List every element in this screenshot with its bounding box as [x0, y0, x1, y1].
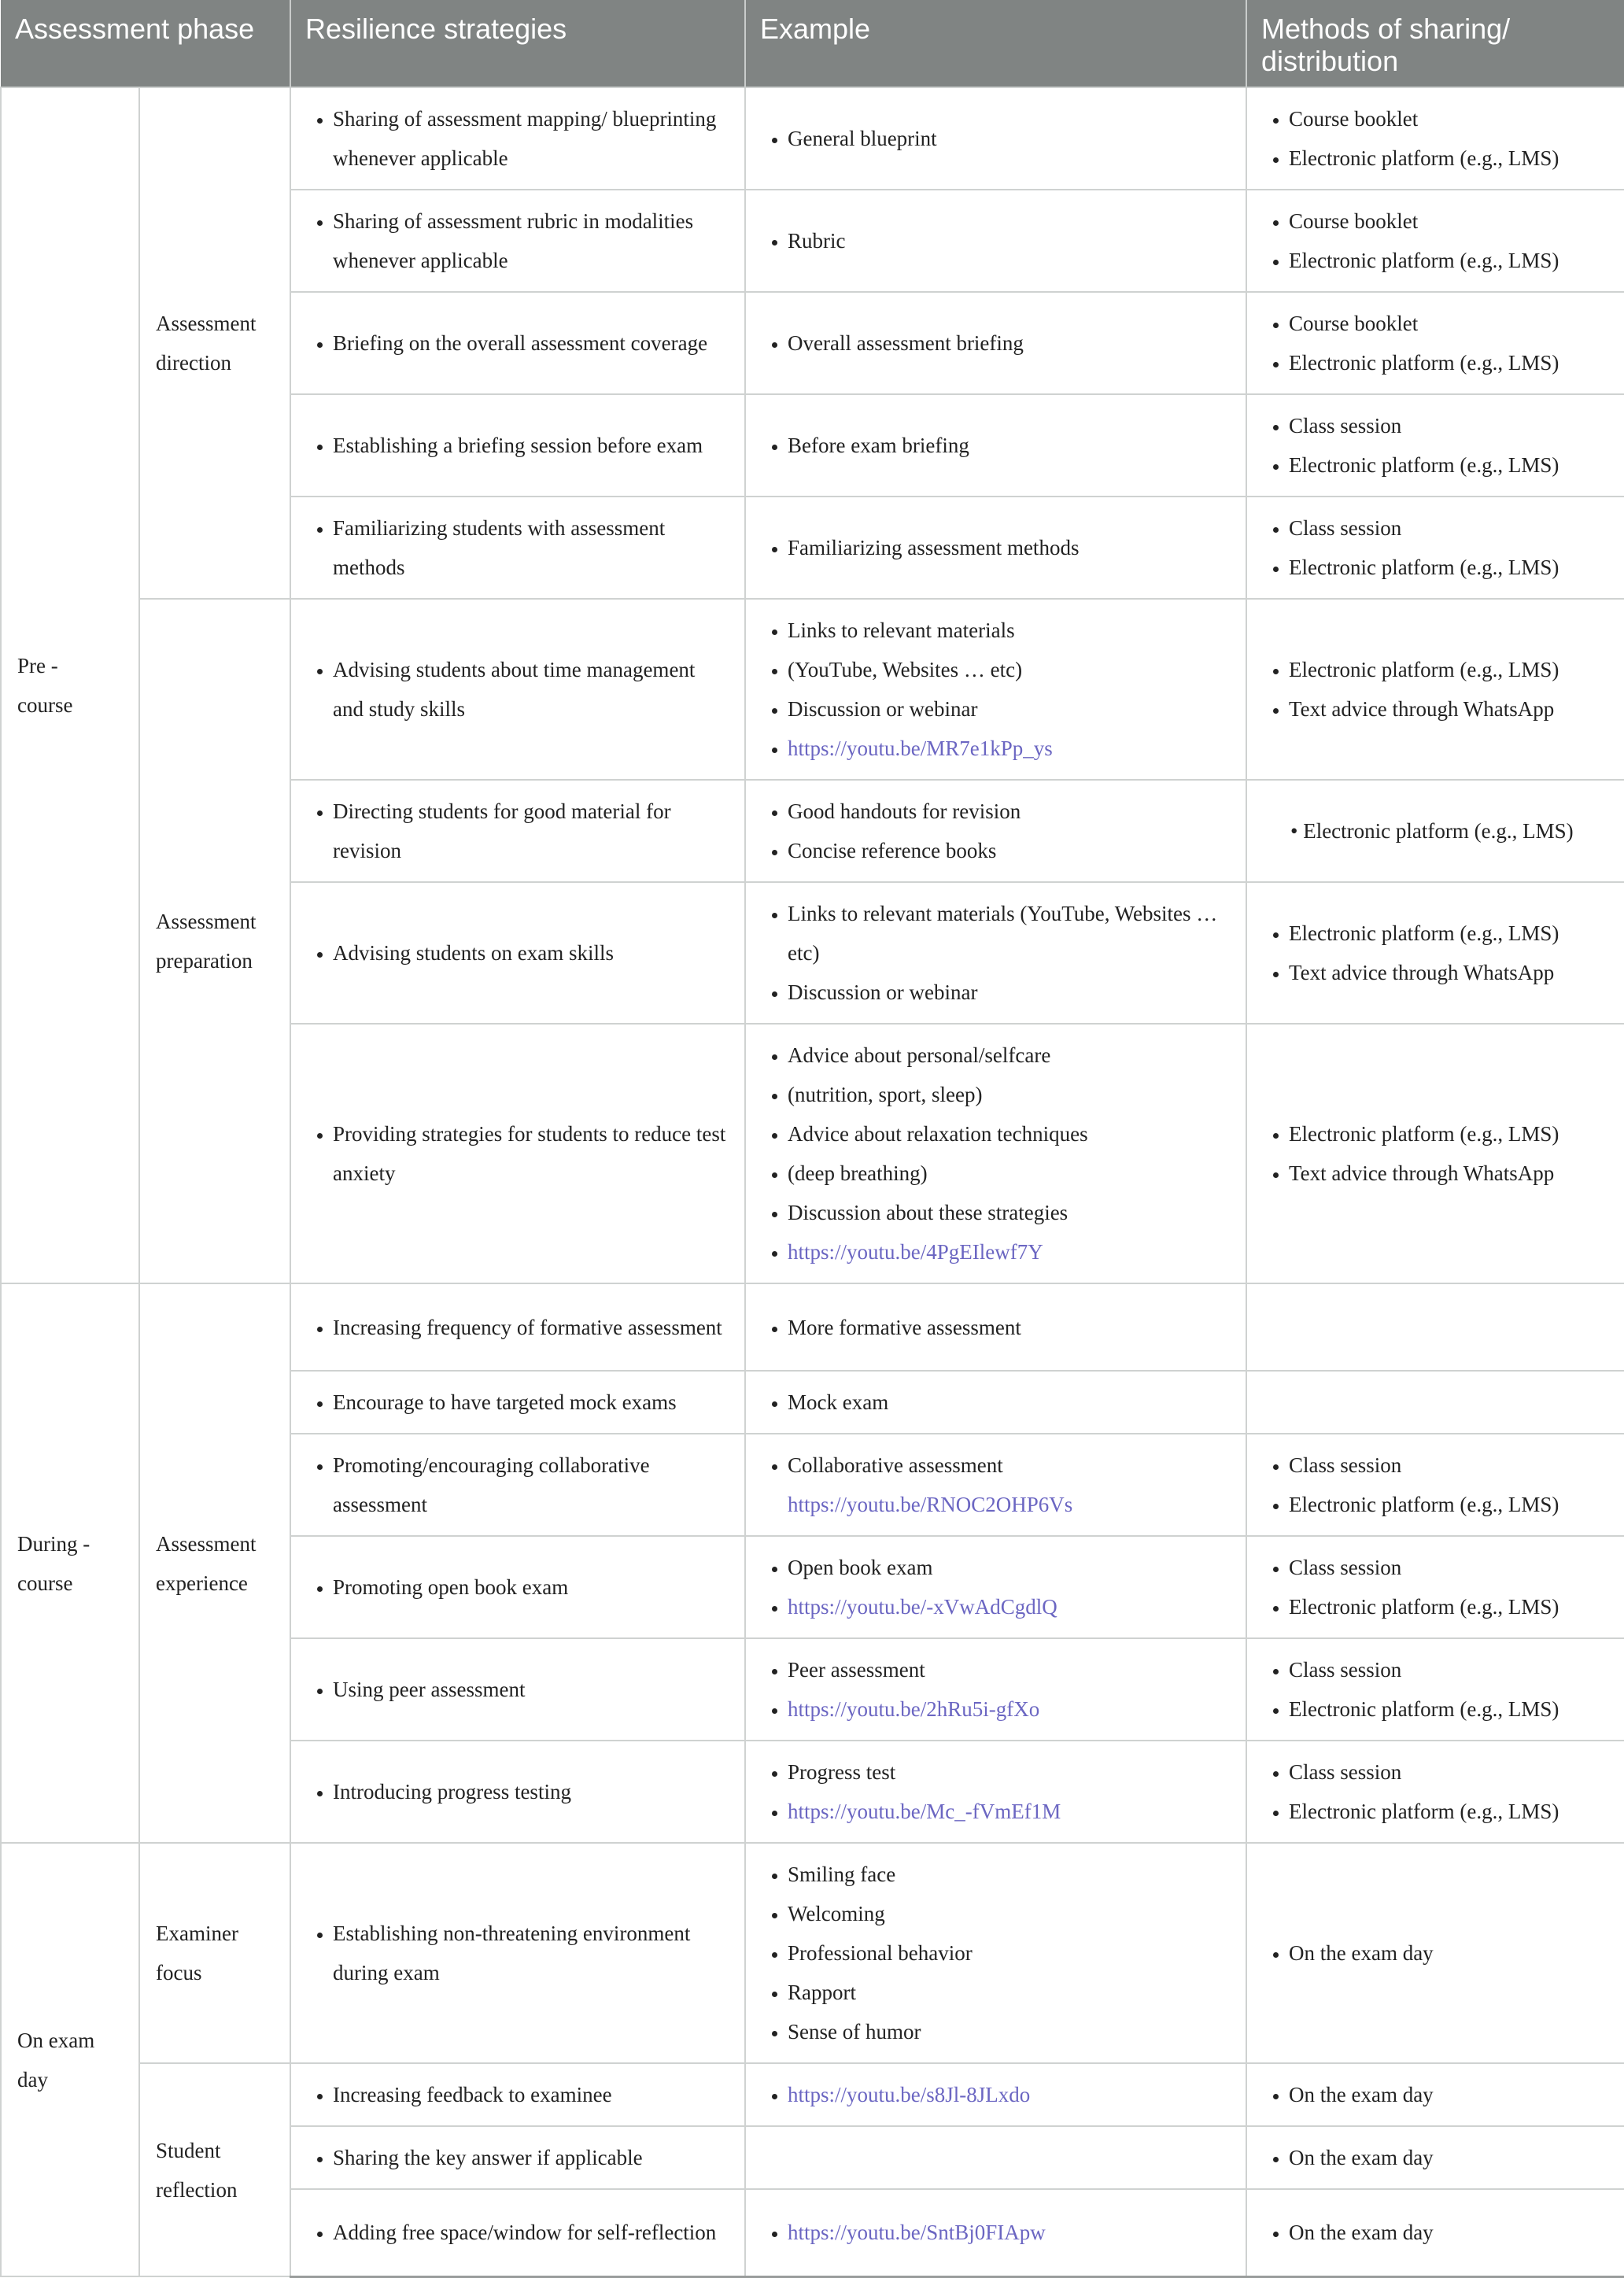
example-list	[760, 1036, 1231, 1272]
example-list	[760, 1548, 1231, 1626]
example-text: Mock exam	[788, 1390, 889, 1414]
example-list	[760, 426, 1231, 465]
methods-list	[1261, 201, 1610, 280]
methods-cell	[1246, 2126, 1624, 2189]
methods-list	[1261, 2138, 1610, 2177]
strategy-list	[305, 508, 730, 587]
example-list	[760, 323, 1231, 363]
strategy-cell	[290, 1371, 745, 1434]
example-item	[788, 894, 1231, 973]
strategy-cell	[290, 394, 745, 497]
example-text: Concise reference books	[788, 839, 997, 862]
method-item: • Electronic platform (e.g., LMS)	[1289, 1792, 1610, 1831]
methods-cell	[1246, 394, 1624, 497]
strategy-item: • Increasing feedback to examinee	[333, 2075, 730, 2114]
method-item: • Electronic platform (e.g., LMS)	[1289, 241, 1610, 280]
method-item: • Class session	[1289, 1650, 1610, 1689]
strategy-list	[305, 2213, 730, 2252]
method-item: • Text advice through WhatsApp	[1289, 689, 1610, 729]
header-example: Example	[745, 0, 1246, 87]
example-item	[788, 119, 1231, 158]
strategy-cell	[290, 882, 745, 1024]
method-item: • Text advice through WhatsApp	[1289, 953, 1610, 992]
method-item: • Course booklet	[1289, 201, 1610, 241]
strategy-cell	[290, 190, 745, 292]
table-row	[1, 2063, 1624, 2126]
example-cell	[745, 1434, 1246, 1536]
strategy-item: • Briefing on the overall assessment coverage	[333, 323, 730, 363]
method-item: • On the exam day	[1289, 2213, 1610, 2252]
methods-cell	[1246, 2063, 1624, 2126]
strategy-item: • Adding free space/window for self-reflection	[333, 2213, 730, 2252]
methods-cell	[1246, 599, 1624, 780]
strategy-list	[305, 99, 730, 178]
example-cell	[745, 1371, 1246, 1434]
strategy-cell	[290, 1638, 745, 1741]
example-text: Open book exam	[788, 1556, 933, 1579]
methods-cell	[1246, 882, 1624, 1024]
example-cell	[745, 599, 1246, 780]
example-list	[760, 1383, 1231, 1422]
strategy-list	[305, 201, 730, 280]
table-header-row	[1, 0, 1624, 87]
strategy-cell	[290, 1741, 745, 1843]
methods-cell	[1246, 1638, 1624, 1741]
example-item	[788, 1587, 1231, 1626]
strategy-list	[305, 323, 730, 363]
methods-list	[1261, 1548, 1610, 1626]
example-item	[788, 1973, 1231, 2012]
phase-exam: On exam day	[1, 1843, 139, 2276]
method-item: • Text advice through WhatsApp	[1289, 1154, 1610, 1193]
example-item	[788, 1036, 1231, 1075]
example-text: General blueprint	[788, 127, 937, 150]
example-text: Sense of humor	[788, 2020, 921, 2044]
methods-cell	[1246, 1536, 1624, 1638]
method-item: • Electronic platform (e.g., LMS)	[1289, 1485, 1610, 1524]
strategy-list	[305, 1772, 730, 1811]
strategy-cell	[290, 1283, 745, 1371]
strategy-cell	[290, 1434, 745, 1536]
example-text: Peer assessment	[788, 1658, 925, 1682]
strategy-item: • Sharing of assessment mapping/ blueprinting whenever applicable	[333, 99, 730, 178]
example-item	[788, 729, 1231, 768]
strategy-item: • Sharing of assessment rubric in modalities whenever applicable	[333, 201, 730, 280]
method-item: • Electronic platform (e.g., LMS)	[1289, 445, 1610, 485]
header-methods-of-sharing: Methods of sharing/ distribution	[1246, 0, 1624, 87]
example-list	[760, 528, 1231, 567]
methods-list	[1261, 99, 1610, 178]
strategy-item: • Introducing progress testing	[333, 1772, 730, 1811]
strategy-item: • Advising students about time management and study skills	[333, 650, 730, 729]
methods-list	[1261, 304, 1610, 382]
phase-during: During - course	[1, 1283, 139, 1843]
example-item	[788, 1933, 1231, 1973]
strategy-cell	[290, 1536, 745, 1638]
methods-list	[1261, 1752, 1610, 1831]
youtube-link[interactable]: https://youtu.be/4PgEIlewf7Y	[788, 1240, 1043, 1264]
example-item	[788, 1894, 1231, 1933]
methods-list	[1261, 2213, 1610, 2252]
subphase-preparation: Assessment preparation	[139, 599, 290, 1283]
strategy-cell	[290, 1024, 745, 1283]
example-text: Advice about personal/selfcare	[788, 1043, 1051, 1067]
methods-cell	[1246, 1024, 1624, 1283]
method-item: • Electronic platform (e.g., LMS)	[1289, 1114, 1610, 1154]
youtube-link[interactable]: https://youtu.be/2hRu5i-gfXo	[788, 1697, 1040, 1721]
subphase-experience: Assessment experience	[139, 1283, 290, 1843]
strategy-item: • Familiarizing students with assessment methods	[333, 508, 730, 587]
methods-cell	[1246, 2189, 1624, 2276]
youtube-link[interactable]: https://youtu.be/s8Jl-8JLxdo	[788, 2083, 1031, 2106]
example-item	[788, 426, 1231, 465]
example-item	[788, 323, 1231, 363]
strategy-cell	[290, 2189, 745, 2276]
example-text: Collaborative assessment	[788, 1453, 1009, 1477]
table-row	[1, 87, 1624, 190]
method-item: • Class session	[1289, 406, 1610, 445]
example-list	[760, 1855, 1231, 2051]
example-text: Discussion or webinar	[788, 697, 978, 721]
method-item: • Class session	[1289, 1548, 1610, 1587]
strategy-item: • Increasing frequency of formative assessment	[333, 1308, 730, 1347]
header-assessment-phase: Assessment phase	[1, 0, 290, 87]
method-item: • Electronic platform (e.g., LMS)	[1289, 1689, 1610, 1729]
example-cell	[745, 780, 1246, 882]
methods-list	[1261, 914, 1610, 992]
example-list	[760, 894, 1231, 1012]
example-text: Advice about relaxation techniques	[788, 1122, 1088, 1146]
strategy-item: • Providing strategies for students to reduce test anxiety	[333, 1114, 730, 1193]
method-item: • On the exam day	[1289, 2075, 1610, 2114]
strategy-item: • Sharing the key answer if applicable	[333, 2138, 730, 2177]
example-list	[760, 611, 1231, 768]
strategy-item: • Establishing non-threatening environment during exam	[333, 1914, 730, 1992]
example-item	[788, 1855, 1231, 1894]
example-item	[788, 1383, 1231, 1422]
example-item	[788, 1114, 1231, 1154]
youtube-link[interactable]: https://youtu.be/-xVwAdCgdlQ	[788, 1595, 1057, 1619]
example-cell	[745, 1638, 1246, 1741]
methods-list	[1261, 1445, 1610, 1524]
method-item: • Class session	[1289, 1752, 1610, 1792]
method-item: • Course booklet	[1289, 304, 1610, 343]
example-cell	[745, 2189, 1246, 2276]
example-text: (nutrition, sport, sleep)	[788, 1083, 983, 1106]
methods-list	[1261, 811, 1610, 851]
strategy-cell	[290, 497, 745, 599]
example-item	[788, 1154, 1231, 1193]
strategy-cell	[290, 1843, 745, 2063]
example-item	[788, 973, 1231, 1012]
method-item: • Class session	[1289, 1445, 1610, 1485]
method-item: • Electronic platform (e.g., LMS)	[1289, 138, 1610, 178]
example-item	[788, 1308, 1231, 1347]
methods-list	[1261, 1933, 1610, 1973]
subphase-reflection: Student reflection	[139, 2063, 290, 2276]
methods-cell	[1246, 1434, 1624, 1536]
strategy-item: • Advising students on exam skills	[333, 933, 730, 973]
methods-list	[1261, 1650, 1610, 1729]
example-cell	[745, 190, 1246, 292]
strategy-list	[305, 2138, 730, 2177]
example-text: Discussion about these strategies	[788, 1201, 1069, 1224]
methods-cell	[1246, 190, 1624, 292]
phase-pre: Pre - course	[1, 87, 139, 1283]
table-row	[1, 599, 1624, 780]
methods-cell	[1246, 780, 1624, 882]
example-item	[788, 1792, 1231, 1831]
strategy-item: • Establishing a briefing session before exam	[333, 426, 730, 465]
example-cell	[745, 1741, 1246, 1843]
methods-cell	[1246, 292, 1624, 394]
example-cell	[745, 1843, 1246, 2063]
example-item	[788, 1752, 1231, 1792]
example-list	[760, 2213, 1231, 2252]
example-cell	[745, 87, 1246, 190]
subphase-examiner: Examiner focus	[139, 1843, 290, 2063]
example-text: Rapport	[788, 1981, 856, 2004]
youtube-link[interactable]: https://youtu.be/SntBj0FIApw	[788, 2221, 1046, 2245]
strategy-list	[305, 1567, 730, 1607]
example-text: Before exam briefing	[788, 434, 969, 457]
strategy-list	[305, 650, 730, 729]
example-item	[788, 1075, 1231, 1114]
header-resilience-strategies: Resilience strategies	[290, 0, 745, 87]
methods-cell	[1246, 497, 1624, 599]
example-item	[788, 611, 1231, 650]
example-item	[788, 1445, 1231, 1524]
strategy-item: • Encourage to have targeted mock exams	[333, 1383, 730, 1422]
example-cell	[745, 2063, 1246, 2126]
method-item: • On the exam day	[1289, 1933, 1610, 1973]
youtube-link[interactable]: https://youtu.be/Mc_-fVmEf1M	[788, 1800, 1061, 1823]
method-item: • Course booklet	[1289, 99, 1610, 138]
strategy-cell	[290, 87, 745, 190]
example-list	[760, 221, 1231, 260]
methods-list	[1261, 650, 1610, 729]
strategy-item: • Directing students for good material for revision	[333, 792, 730, 870]
methods-cell	[1246, 1283, 1624, 1371]
strategy-cell	[290, 292, 745, 394]
example-item	[788, 831, 1231, 870]
strategy-list	[305, 1383, 730, 1422]
example-item	[788, 221, 1231, 260]
example-list	[760, 1308, 1231, 1347]
methods-cell	[1246, 1843, 1624, 2063]
method-item: • Class session	[1289, 508, 1610, 548]
method-item: • Electronic platform (e.g., LMS)	[1289, 343, 1610, 382]
example-item	[788, 2012, 1231, 2051]
table-body	[1, 87, 1624, 2276]
example-text: Smiling face	[788, 1863, 896, 1886]
strategy-list	[305, 1914, 730, 1992]
example-text: Discussion or webinar	[788, 980, 978, 1004]
example-item	[788, 1232, 1231, 1272]
strategy-item: • Promoting open book exam	[333, 1567, 730, 1607]
example-list	[760, 1445, 1231, 1524]
example-text: Good handouts for revision	[788, 799, 1021, 823]
example-cell	[745, 394, 1246, 497]
example-cell	[745, 2126, 1246, 2189]
example-item	[788, 689, 1231, 729]
example-list	[760, 792, 1231, 870]
table-row	[1, 1283, 1624, 1371]
example-text: Links to relevant materials (YouTube, Websites … etc)	[788, 902, 1224, 965]
example-text: (YouTube, Websites … etc)	[788, 658, 1023, 681]
example-item	[788, 1689, 1231, 1729]
methods-cell	[1246, 1371, 1624, 1434]
example-text: Professional behavior	[788, 1941, 973, 1965]
strategy-cell	[290, 2063, 745, 2126]
strategy-list	[305, 1445, 730, 1524]
method-item: • On the exam day	[1289, 2138, 1610, 2177]
example-cell	[745, 1024, 1246, 1283]
example-text: Familiarizing assessment methods	[788, 536, 1080, 559]
example-item	[788, 1650, 1231, 1689]
example-list	[760, 1650, 1231, 1729]
example-text: Overall assessment briefing	[788, 331, 1024, 355]
example-text: Links to relevant materials	[788, 618, 1015, 642]
method-item: • Electronic platform (e.g., LMS)	[1289, 914, 1610, 953]
methods-cell	[1246, 1741, 1624, 1843]
example-text: (deep breathing)	[788, 1161, 928, 1185]
table-row	[1, 1843, 1624, 2063]
example-item	[788, 792, 1231, 831]
method-item: • Electronic platform (e.g., LMS)	[1289, 650, 1610, 689]
strategy-item: • Using peer assessment	[333, 1670, 730, 1709]
example-item	[788, 1193, 1231, 1232]
example-list	[760, 2075, 1231, 2114]
example-cell	[745, 292, 1246, 394]
methods-list	[1261, 508, 1610, 587]
methods-list	[1261, 406, 1610, 485]
methods-list	[1261, 2075, 1610, 2114]
example-cell	[745, 497, 1246, 599]
example-cell	[745, 1536, 1246, 1638]
methods-list	[1261, 1114, 1610, 1193]
strategy-list	[305, 1114, 730, 1193]
example-item	[788, 528, 1231, 567]
method-item: • Electronic platform (e.g., LMS)	[1289, 1587, 1610, 1626]
example-cell	[745, 1283, 1246, 1371]
example-text: More formative assessment	[788, 1315, 1021, 1339]
example-text: Welcoming	[788, 1902, 885, 1925]
example-item	[788, 2213, 1231, 2252]
strategy-list	[305, 1670, 730, 1709]
example-text: Rubric	[788, 229, 846, 253]
example-cell	[745, 882, 1246, 1024]
strategy-list	[305, 2075, 730, 2114]
subphase-direction: Assessment direction	[139, 87, 290, 599]
example-text: Progress test	[788, 1760, 896, 1784]
strategy-cell	[290, 599, 745, 780]
method-item: • Electronic platform (e.g., LMS)	[1290, 819, 1574, 843]
strategy-item: • Promoting/encouraging collaborative assessment	[333, 1445, 730, 1524]
example-list	[760, 119, 1231, 158]
strategy-cell	[290, 780, 745, 882]
strategy-list	[305, 792, 730, 870]
example-item	[788, 650, 1231, 689]
example-list	[760, 1752, 1231, 1831]
strategy-cell	[290, 2126, 745, 2189]
youtube-link[interactable]: https://youtu.be/RNOC2OHP6Vs	[788, 1493, 1073, 1516]
strategy-list	[305, 426, 730, 465]
example-item	[788, 1548, 1231, 1587]
youtube-link[interactable]: https://youtu.be/MR7e1kPp_ys	[788, 737, 1053, 760]
strategy-list	[305, 933, 730, 973]
strategy-list	[305, 1308, 730, 1347]
method-item: • Electronic platform (e.g., LMS)	[1289, 548, 1610, 587]
example-item	[788, 2075, 1231, 2114]
methods-cell	[1246, 87, 1624, 190]
